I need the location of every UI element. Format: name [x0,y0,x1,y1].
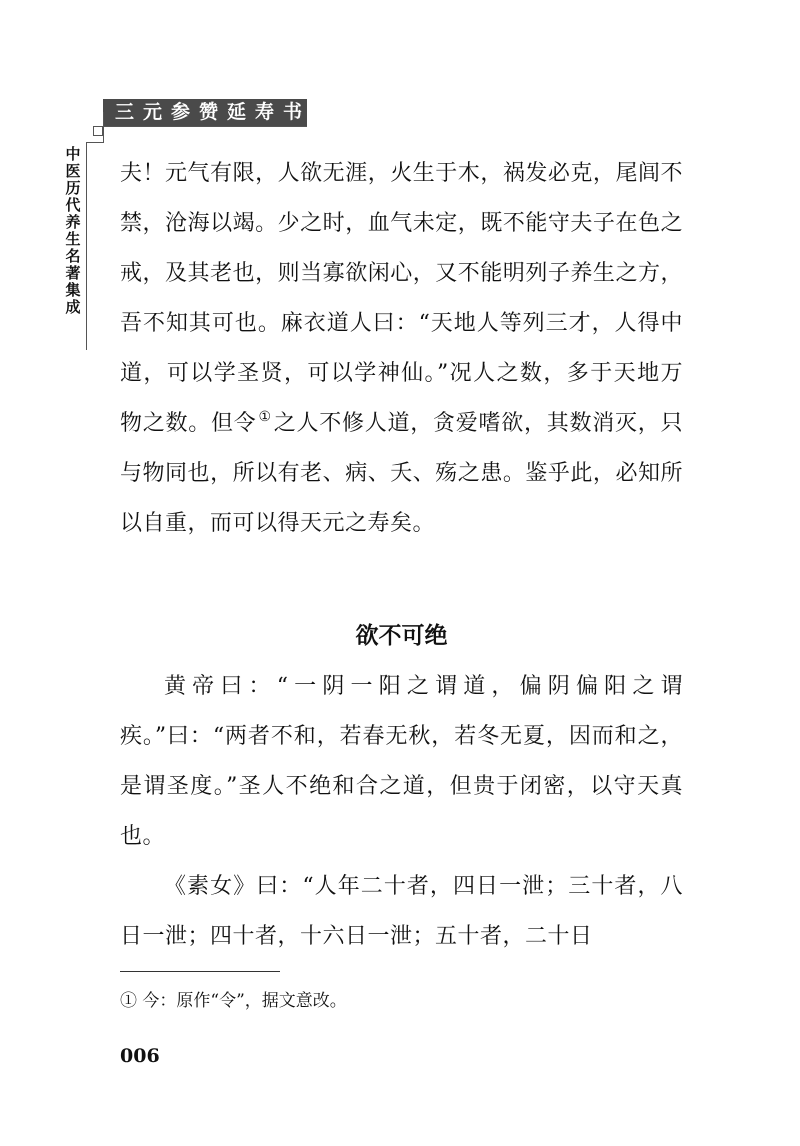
main-body-text [120,149,683,549]
series-title: 中医历代养生名著集成 [65,145,81,316]
paragraph: 黄帝曰：“一阴一阳之谓道，偏阴偏阳之谓疾。”曰：“两者不和，若春无秋，若冬无夏，因而和之，是谓圣度。”圣人不绝和合之道，但贵于闭密，以守天真也。 [120,674,683,849]
footnote-reference: ① [258,409,272,425]
page-number: 006 [120,1045,160,1067]
book-title-banner: 三元参赞延寿书 [103,99,307,126]
footnote-divider [120,971,280,972]
section-body-text [120,662,683,962]
footnote: ① 今：原作“令”，据文意改。 [120,991,347,1011]
paragraph: 《素女》曰：“人年二十者，四日一泄；三十者，八日一泄；四十者，十六日一泄；五十者，二十日 [120,874,683,949]
section-heading: 欲不可绝 [355,623,448,649]
paragraph-text-part: 之人不修人道，贪爱嗜欲，其数消灭，只与物同也，所以有老、病、夭、殇之患。鉴乎此，必知所以自重，而可以得天元之寿矣。 [120,411,683,536]
paragraph [120,149,683,549]
paragraph-text-part: 夫！元气有限，人欲无涯，火生于木，祸发必克，尾闾不禁，沧海以竭。少之时，血气未定，既不能守夫子在色之戒，及其老也，则当寡欲闲心，又不能明列子养生之方，吾不知其可也。麻衣道人曰：“天地人等列三才，人得中道，可以学圣贤，可以学神仙。”况人之数，多于天地万物之数。但令 [120,161,683,436]
